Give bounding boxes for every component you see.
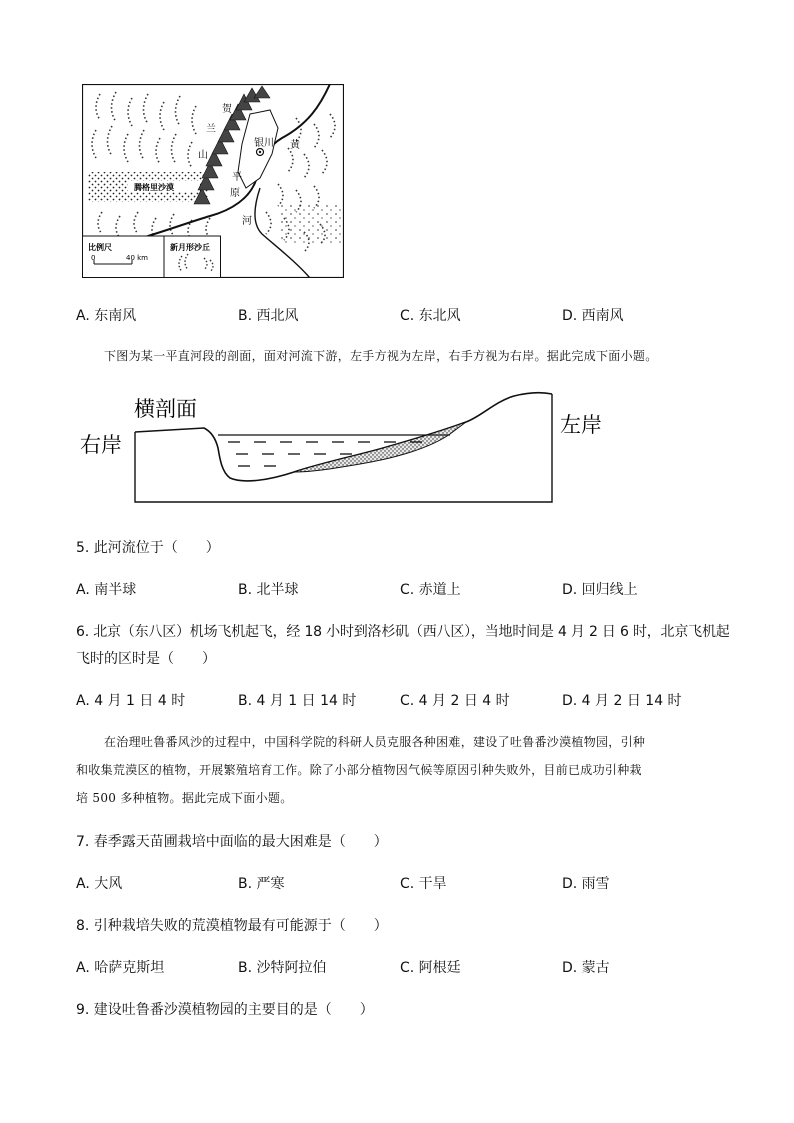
q4-option-d[interactable]: D. 西南风 — [562, 308, 624, 324]
q5-option-c[interactable]: C. 赤道上 — [400, 582, 461, 598]
q8-option-c[interactable]: C. 阿根廷 — [400, 960, 461, 976]
question-8: 8. 引种栽培失败的荒漠植物最有可能源于（ ） — [76, 918, 388, 934]
label-ping: 平 — [232, 172, 242, 183]
question-6-line2: 飞时的区时是（ ） — [76, 651, 216, 667]
q6-option-c[interactable]: C. 4 月 2 日 4 时 — [400, 693, 510, 709]
river-intro: 下图为某一平直河段的剖面，面对河流下游，左手方视为左岸，右手方视为右岸。据此完成下面小题。 — [104, 349, 658, 363]
q8-option-b[interactable]: B. 沙特阿拉伯 — [238, 960, 327, 976]
q7-option-a[interactable]: A. 大风 — [76, 876, 123, 892]
q4-option-a[interactable]: A. 东南风 — [76, 308, 137, 324]
label-he: 贺 — [222, 104, 232, 115]
question-5: 5. 此河流位于（ ） — [76, 540, 220, 556]
sediment-deposit — [294, 422, 466, 472]
label-river: 河 — [242, 216, 252, 227]
turpan-intro-line3: 培 500 多种植物。据此完成下面小题。 — [76, 791, 293, 805]
map-figure — [82, 84, 344, 278]
q7-option-d[interactable]: D. 雨雪 — [562, 876, 610, 892]
label-desert: 腾格里沙漠 — [134, 183, 174, 192]
q4-option-c[interactable]: C. 东北风 — [400, 308, 461, 324]
legend-scale-label: 比例尺 — [88, 243, 112, 252]
label-shan: 山 — [198, 150, 208, 161]
scale-start: 0 — [91, 254, 96, 262]
cross-section-figure — [78, 388, 618, 508]
q4-option-b[interactable]: B. 西北风 — [238, 308, 299, 324]
q7-option-c[interactable]: C. 干旱 — [400, 876, 447, 892]
scale-end: 40 km — [126, 254, 149, 262]
label-yuan: 原 — [230, 188, 240, 199]
question-6-line1: 6. 北京（东八区）机场飞机起飞，经 18 小时到洛杉矶（西八区），当地时间是 4 月 2 日 6 时，北京飞机起 — [76, 624, 730, 640]
q7-option-b[interactable]: B. 严寒 — [238, 876, 285, 892]
q8-option-d[interactable]: D. 蒙古 — [562, 960, 610, 976]
q8-option-a[interactable]: A. 哈萨克斯坦 — [76, 960, 165, 976]
turpan-intro-line1: 在治理吐鲁番风沙的过程中，中国科学院的科研人员克服各种困难，建设了吐鲁番沙漠植物园，引种 — [104, 735, 646, 749]
question-7: 7. 春季露天苗圃栽培中面临的最大困难是（ ） — [76, 834, 388, 850]
q5-option-d[interactable]: D. 回归线上 — [562, 582, 638, 598]
q5-option-b[interactable]: B. 北半球 — [238, 582, 299, 598]
turpan-intro-line2: 和收集荒漠区的植物，开展繁殖培育工作。除了小部分植物因气候等原因引种失败外，目前已成功引种栽 — [76, 763, 642, 777]
q6-option-d[interactable]: D. 4 月 2 日 14 时 — [562, 693, 682, 709]
q6-option-b[interactable]: B. 4 月 1 日 14 时 — [238, 693, 357, 709]
section-frame — [135, 394, 552, 502]
cross-section-title: 横剖面 — [134, 397, 197, 421]
q6-option-a[interactable]: A. 4 月 1 日 4 时 — [76, 693, 186, 709]
label-yinchuan: 银川 — [254, 138, 274, 149]
label-lan: 兰 — [206, 124, 216, 135]
left-bank-label: 左岸 — [560, 413, 602, 437]
river-bed-profile — [135, 393, 552, 481]
label-huang: 黄 — [290, 140, 300, 151]
right-bank-label: 右岸 — [80, 433, 122, 457]
q5-option-a[interactable]: A. 南半球 — [76, 582, 137, 598]
question-9: 9. 建设吐鲁番沙漠植物园的主要目的是（ ） — [76, 1002, 374, 1018]
legend-dune-label: 新月形沙丘 — [170, 243, 210, 252]
